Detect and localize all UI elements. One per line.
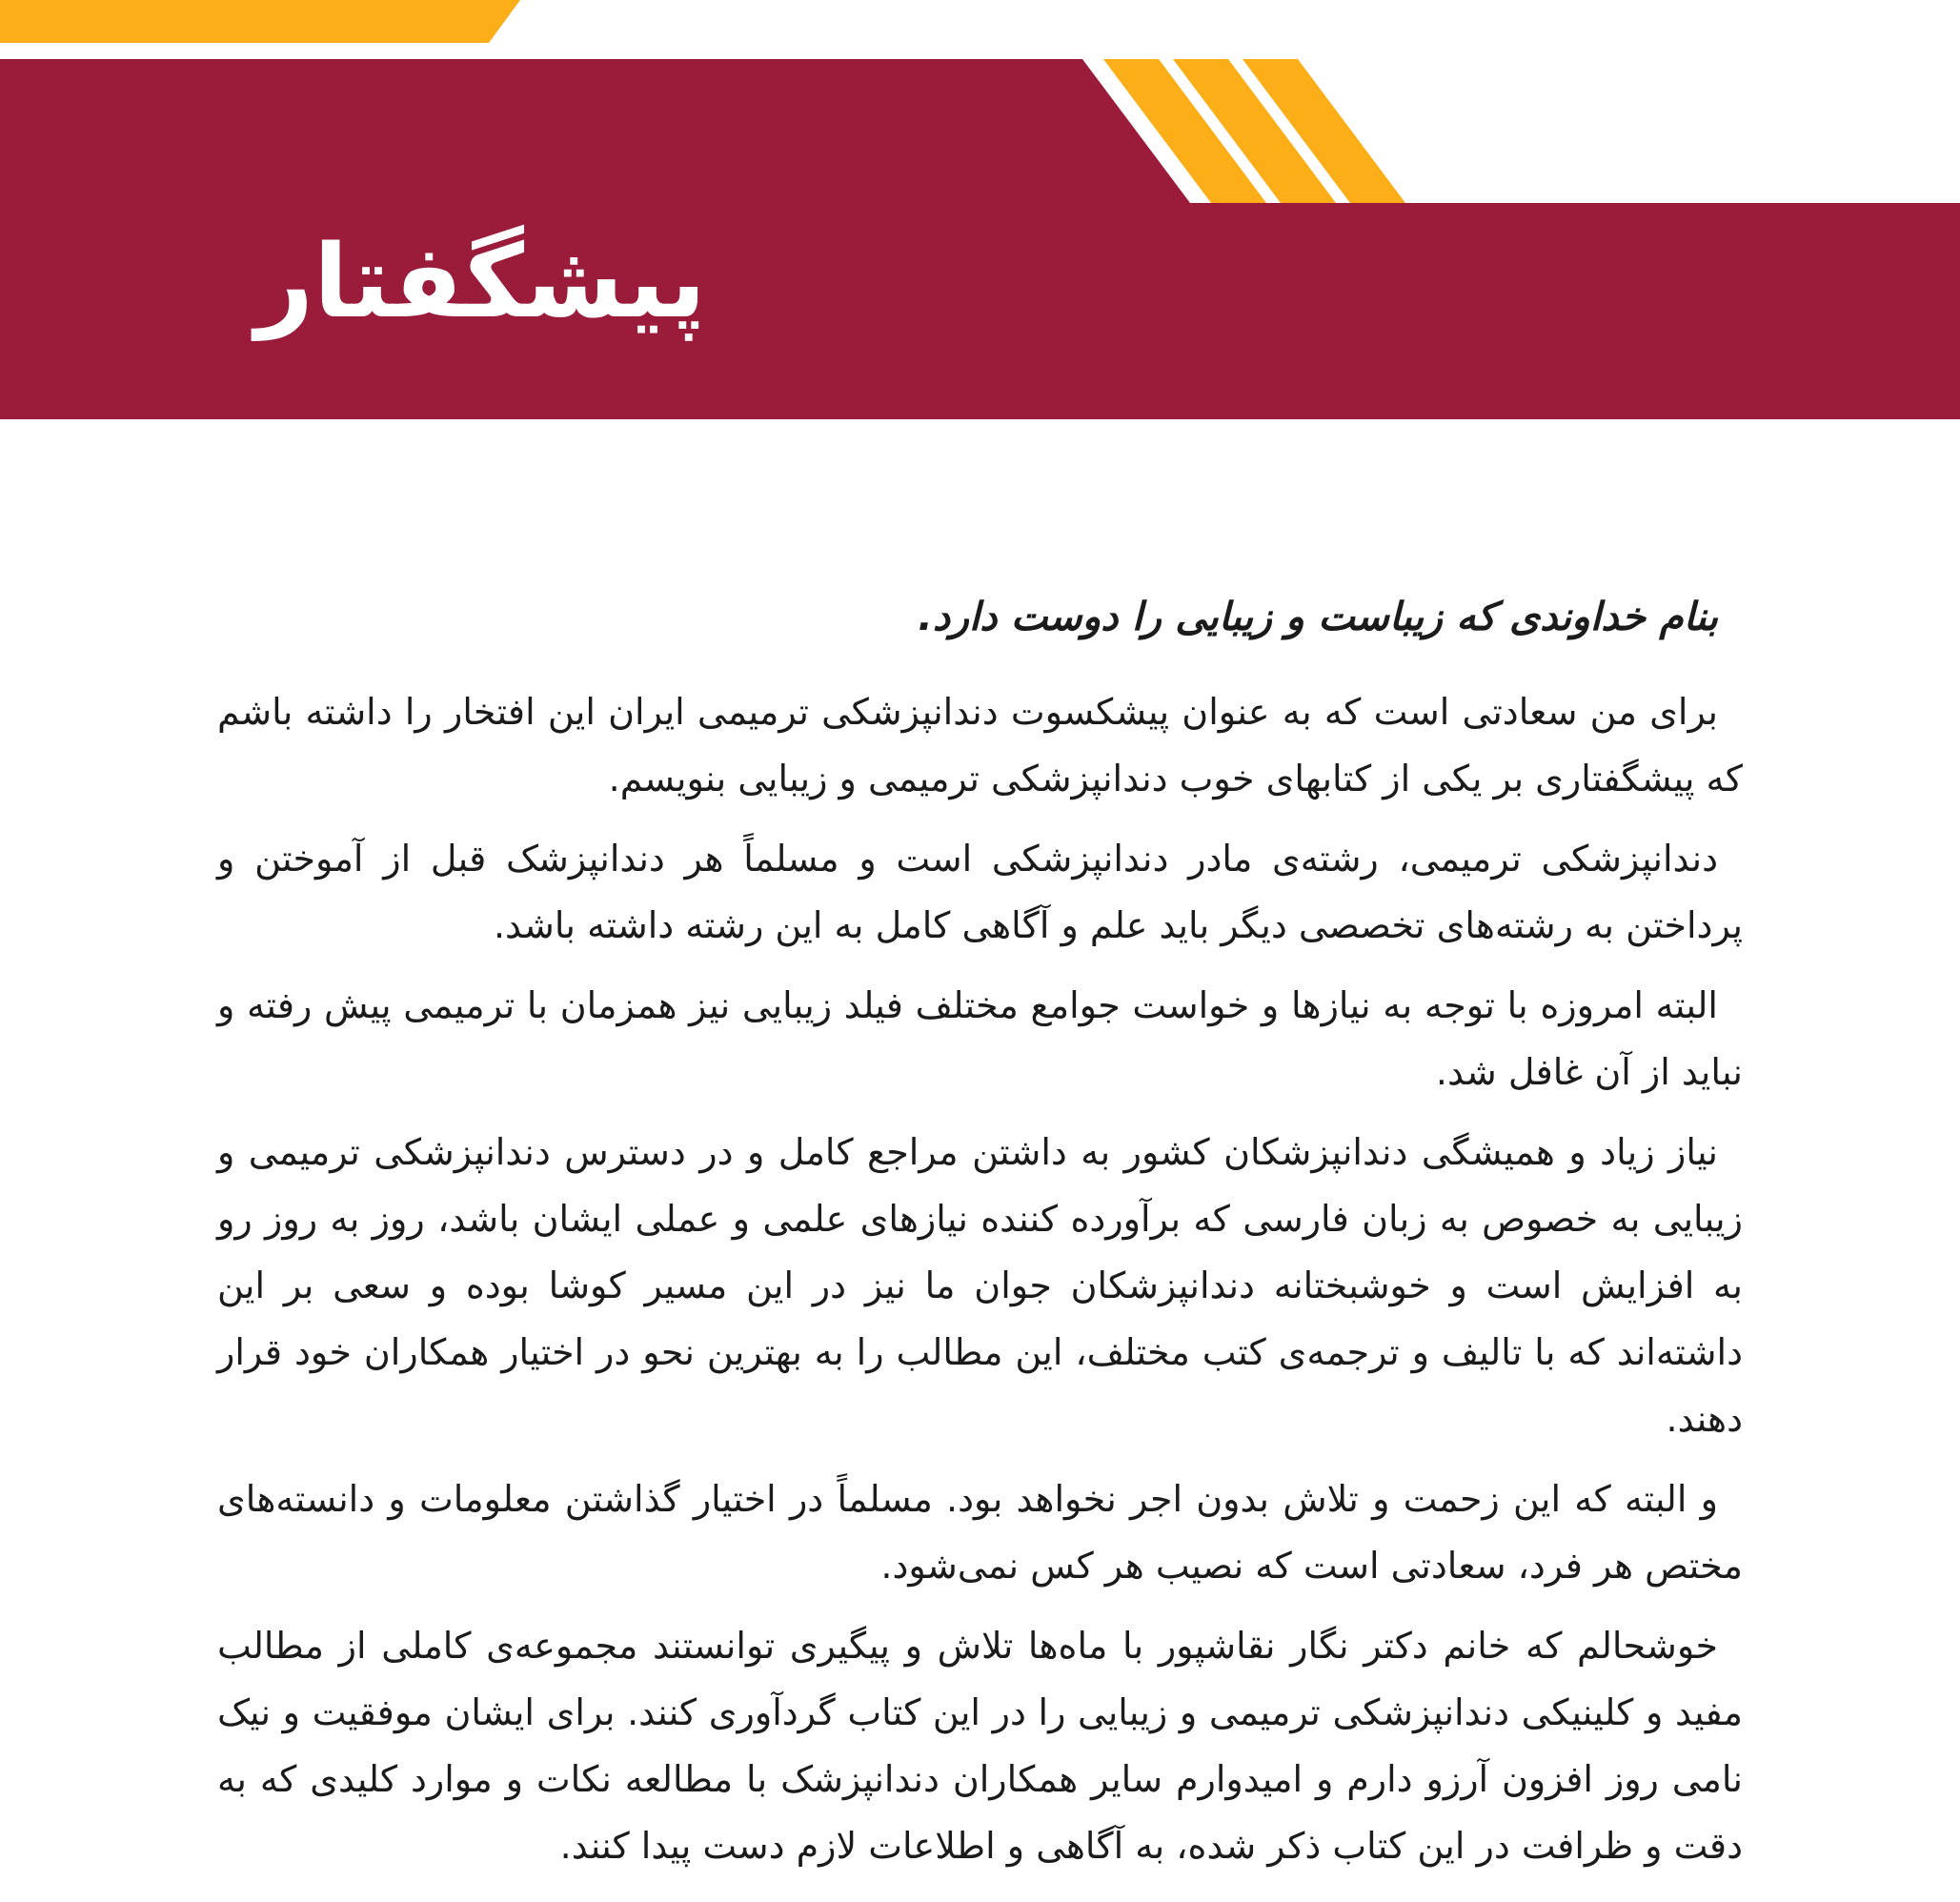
preface-body bbox=[217, 583, 1743, 1892]
paragraph: البته امروزه با توجه به نیازها و خواست جوامع مختلف فیلد زیبایی نیز همزمان با ترمیمی پیش رفته و نباید از آن غافل شد. bbox=[217, 984, 1743, 1093]
top-accent-bar bbox=[0, 0, 520, 43]
paragraph: نیاز زیاد و همیشگی دندانپزشکان کشور به داشتن مراجع کامل و در دسترس دندانپزشکی ترمیمی و زیبایی به خصوص به زبان فارسی که برآورده کننده نیازهای علمی و عملی ایشان باشد، روز به روز رو به افزایش است و خوشبختانه دندانپزشکان جوان ما نیز در این مسیر کوشا بوده و سعی بر این داشته‌اند که با تالیف و ترجمه‌ی کتب مختلف، این مطالب را به بهترین نحو در اختیار همکاران خود قرار دهند. bbox=[217, 1131, 1743, 1440]
header-banner bbox=[0, 0, 1960, 419]
opening-dedication-line: بنام خداوندی که زیباست و زیبایی را دوست دارد. bbox=[918, 594, 1718, 639]
paragraph: و البته که این زحمت و تلاش بدون اجر نخواهد بود. مسلماً در اختیار گذاشتن معلومات و دانسته‌های مختص هر فرد، سعادتی است که نصیب هر کس نمی‌شود. bbox=[217, 1478, 1743, 1587]
paragraph: خوشحالم که خانم دکتر نگار نقاشپور با ماه‌ها تلاش و پیگیری توانستند مجموعه‌ی کاملی از مطالب مفید و کلینیکی دندانپزشکی ترمیمی و زیبایی را در این کتاب گردآوری کنند. برای ایشان موفقیت و نیک نامی روز افزون آرزو دارم و امیدوارم سایر همکاران دندانپزشک با مطالعه نکات و موارد کلیدی که به دقت و ظرافت در این کتاب ذکر شده، به آگاهی و اطلاعات لازم دست پیدا کنند. bbox=[217, 1625, 1743, 1867]
paragraph: برای من سعادتی است که به عنوان پیشکسوت دندانپزشکی ترمیمی ایران این افتخار را داشته باشم که پیشگفتاری بر یکی از کتابهای خوب دندانپزشکی ترمیمی و زیبایی بنویسم. bbox=[217, 691, 1743, 799]
paragraph: دندانپزشکی ترمیمی، رشته‌ی مادر دندانپزشکی است و مسلماً هر دندانپزشک قبل از آموختن و پرداختن به رشته‌های تخصصی دیگر باید علم و آگاهی کامل به این رشته داشته باشد. bbox=[217, 838, 1743, 946]
page-title: پیشگفتار bbox=[255, 223, 706, 340]
